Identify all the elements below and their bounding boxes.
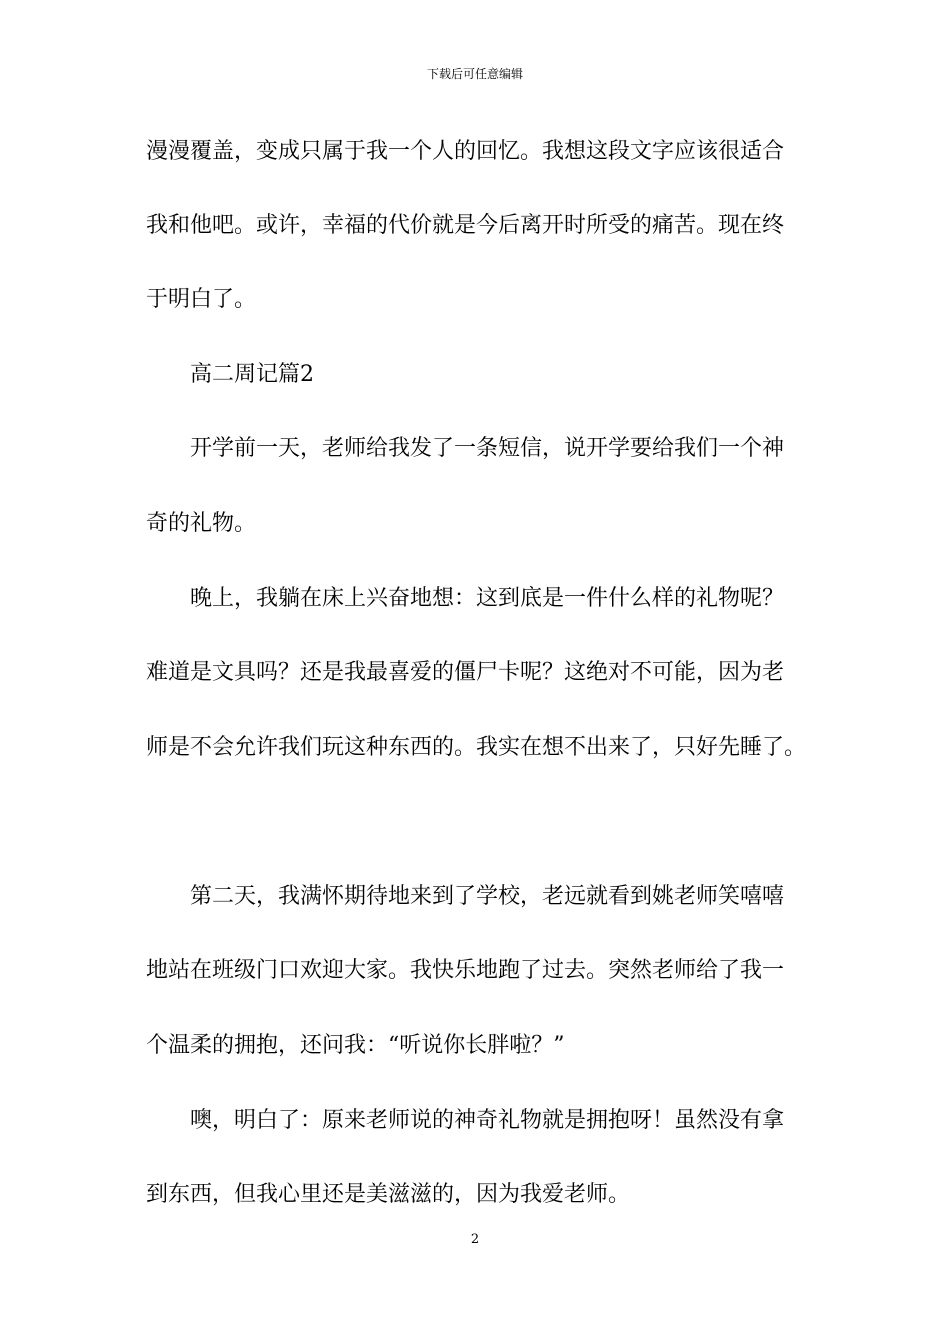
page-header: 下载后可任意编辑 [426, 67, 523, 81]
body-line: 到东西，但我心里还是美滋滋的，因为我爱老师。 [146, 1182, 631, 1207]
body-line: 晚上，我躺在床上兴奋地想：这到底是一件什么样的礼物呢？ [190, 586, 785, 611]
body-line: 师是不会允许我们玩这种东西的。我实在想不出来了，只好先睡了。 [146, 735, 807, 760]
section-heading: 高二周记篇2 [190, 362, 314, 387]
body-line: 个温柔的拥抱，还问我：“听说你长胖啦？” [146, 1033, 565, 1058]
body-line: 开学前一天，老师给我发了一条短信，说开学要给我们一个神 [190, 436, 785, 461]
body-line: 难道是文具吗？还是我最喜爱的僵尸卡呢？这绝对不可能，因为老 [146, 660, 785, 685]
body-line: 漫漫覆盖，变成只属于我一个人的回忆。我想这段文字应该很适合 [146, 139, 785, 164]
page-number: 2 [470, 1232, 480, 1247]
body-line: 我和他吧。或许，幸福的代价就是今后离开时所受的痛苦。现在终 [146, 213, 785, 238]
body-line: 奇的礼物。 [146, 511, 257, 536]
body-line: 于明白了。 [146, 287, 257, 312]
body-line: 噢，明白了：原来老师说的神奇礼物就是拥抱呀！虽然没有拿 [190, 1108, 785, 1133]
body-line: 第二天，我满怀期待地来到了学校，老远就看到姚老师笑嘻嘻 [190, 884, 785, 909]
body-line: 地站在班级门口欢迎大家。我快乐地跑了过去。突然老师给了我一 [146, 958, 785, 983]
